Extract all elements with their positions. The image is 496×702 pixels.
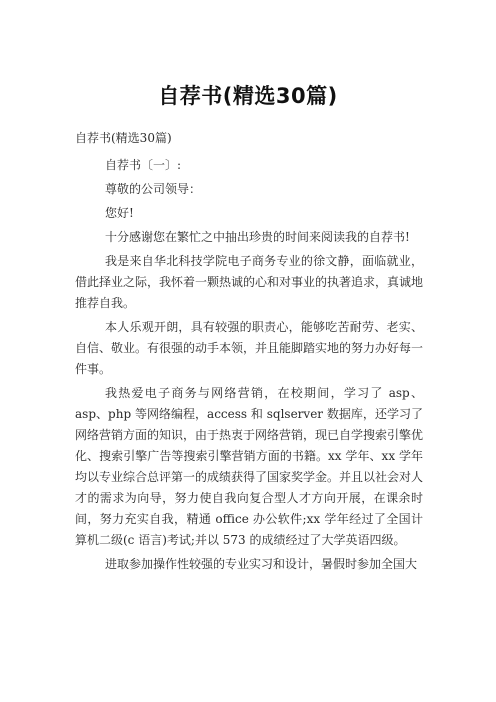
paragraph: 本人乐观开朗，具有较强的职责心，能够吃苦耐劳、老实、自信、敬业。有很强的动手本领，并且能脚踏实地的努力办好每一件事。 bbox=[75, 320, 424, 376]
paragraph: 进取参加操作性较强的专业实习和设计，暑假时参加全国大 bbox=[105, 557, 418, 571]
paragraph: 您好! bbox=[105, 206, 134, 220]
paragraph: 自荐书〔一〕: bbox=[105, 158, 182, 172]
paragraph: 十分感谢您在繁忙之中抽出珍贵的时间来阅读我的自荐书! bbox=[105, 230, 410, 244]
document-subtitle: 自荐书(精选30篇) bbox=[75, 131, 172, 145]
document-title: 自荐书(精选30篇) bbox=[158, 84, 338, 108]
paragraph: 尊敬的公司领导： bbox=[105, 182, 202, 196]
document-body bbox=[75, 128, 423, 578]
paragraph: 我是来自华北科技学院电子商务专业的徐文静，面临就业，借此择业之际，我怀着一颗热诚的心和对事业的执著追求，真诚地推荐自我。 bbox=[75, 254, 424, 310]
paragraph: 我热爱电子商务与网络营销，在校期间，学习了 asp、asp、php 等网络编程，access 和 sqlserver 数据库，还学习了网络营销方面的知识，由于热衷于网络营销，现已自学搜索引擎优化、搜索引擎广告等搜索引擎营销方面的书籍。xx 学年、xx 学年均以专业综合总评第一的成绩获得了国家奖学金。并且以社会对人才的需求为向导，努力使自我向复合型人才方向开展，在课余时间，努力充实自我，精通 office 办公软件;xx 学年经过了全国计算机二级(c 语言)考试;并以 573 的成绩经过了大学英语四级。 bbox=[75, 386, 424, 547]
